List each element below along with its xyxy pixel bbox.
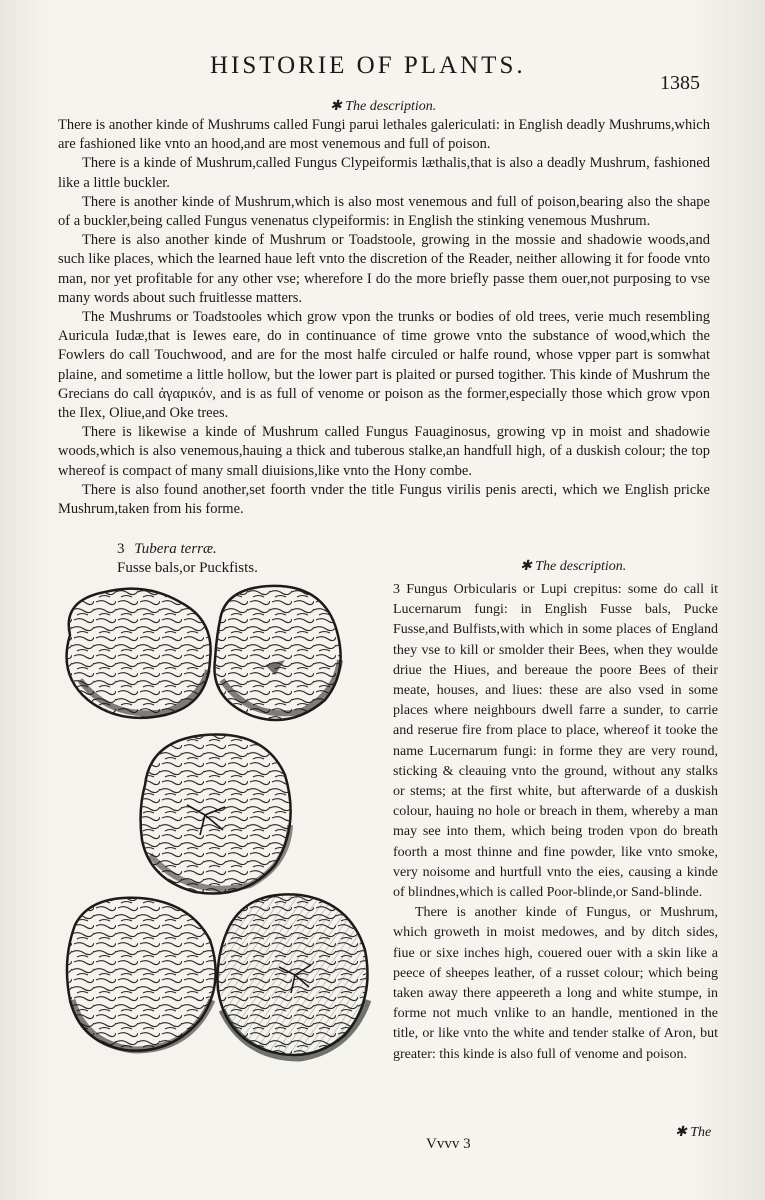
puffball-center: [141, 735, 291, 894]
paragraph: There is another kinde of Fungus, or Mushrum, which groweth in moist medowes, and by ditch sides, fiue or sixe inches high, couered ouer with a skin like a peece of sheepes leather, of a russet colour; which being taken away there appeereth a long and white stumpe, in forme not much vnlike to an handle, mentioned in the title, or like vnto the white and tender stalke of Aron, but greater: this kinde is also full of venome and poison.: [393, 905, 718, 1062]
paragraph: There is likewise a kinde of Mushrum called Fungus Fauaginosus, growing vp in moist and shadowie woods,which is also venemous,hauing a thick and tuberous stalke,an handfull high, of a duskish colour; the top whereof is compact of many small diuisions,like vnto the Hony combe.: [58, 424, 710, 479]
paragraph: There is a kinde of Mushrum,called Fungus Clypeiformis læthalis,that is also a deadly Mushrum, fashioned like a little buckler.: [58, 155, 710, 191]
second-section-text: [393, 580, 718, 1065]
section-heading-2: ✱ The description.: [520, 559, 627, 574]
signature-mark: Vvvv 3: [426, 1136, 471, 1152]
puffball-bottom-right: [218, 894, 369, 1058]
figure-caption: [117, 540, 258, 578]
paragraph: There is also found another,set foorth vnder the title Fungus virilis penis arecti, which we English pricke Mushrum,taken from his forme.: [58, 481, 710, 518]
catchword: ✱ The: [675, 1125, 712, 1140]
paragraph: The Mushrums or Toadstooles which grow vpon the trunks or bodies of old trees, verie much resembling Auricula Iudæ,that is Iewes eare, do in continuance of time growe vnto the substance of wood,which the Fowlers do call Touchwood, and are for the most halfe circuled or halfe round, whose vpper part is somwhat plaine, and sometime a little hollow, but the lower part is plaited or pursed togither. This kinde of Mushrum the Grecians do call ἀγαρικόν, and is as full of venome or poison as the former,especially those which grow vpon the Ilex, Oliue,and Oke trees.: [58, 309, 710, 422]
paragraph: 3 Fungus Orbicularis or Lupi crepitus: some do call it Lucernarum fungi: in English Fusse bals, Pucke Fusse,and Bulfists,with which in some places of England they vse to kill or smolder their Bees, when they woulde driue the Hiues, and bereaue the poore Bees of their meate, houses, and liues: these are also vsed in some places where neighbours dwell farre a sunder, to carrie and reserue fire from place to place, whereof it tooke the name Lucernarum fungi: in forme they are very round, sticking & cleauing vnto the ground, without any stalks or stems; at the first white, but afterwarde of a duskish colour, hauing no hole or breach in them, whereby a man may see into them, which being troden vpon do breath foorth a most thinne and fine powder, like vnto smoke, very noisome and hurtfull vnto the eies, causing a kinde of blindnes,which is called Poor-blinde,or Sand-blinde.: [393, 582, 718, 901]
puffball-top-left: [67, 589, 211, 718]
puffball-bottom-left: [67, 898, 216, 1051]
figure-number: 3: [117, 541, 125, 557]
figure-latin-name: Tubera terræ.: [134, 541, 217, 557]
paragraph: There is another kinde of Mushrum,which is also most venemous and full of poison,bearing also the shape of a buckler,being called Fungus venenatus clypeiformis: in English the stinking venemous Mushrum.: [58, 193, 710, 230]
paragraph: There is also another kinde of Mushrum or Toadstoole, growing in the mossie and shadowie woods,and such like places, which the learned haue left vnto the discretion of the Reader, neither allowing it for foode vnto man, nor yet profitable for any other vse; wherefore I do the more briefly passe them ouer,not purposing to vse many words about such fruitlesse matters.: [58, 232, 710, 306]
paragraph: There is another kinde of Mushrums called Fungi parui lethales galericulati: in English deadly Mushrums,which are fashioned like vnto an hood,and are most venemous and full of poison.: [58, 117, 710, 153]
puffball-top-right: [214, 586, 340, 720]
section-heading-1: ✱ The description.: [330, 99, 437, 114]
running-head: HISTORIE OF PLANTS.: [210, 52, 526, 79]
puffball-woodcut-illustration: [50, 580, 385, 1080]
first-section-text: [58, 116, 710, 519]
figure-english-name: Fusse bals,or Puckfists.: [117, 560, 258, 576]
page-number: 1385: [660, 72, 700, 94]
